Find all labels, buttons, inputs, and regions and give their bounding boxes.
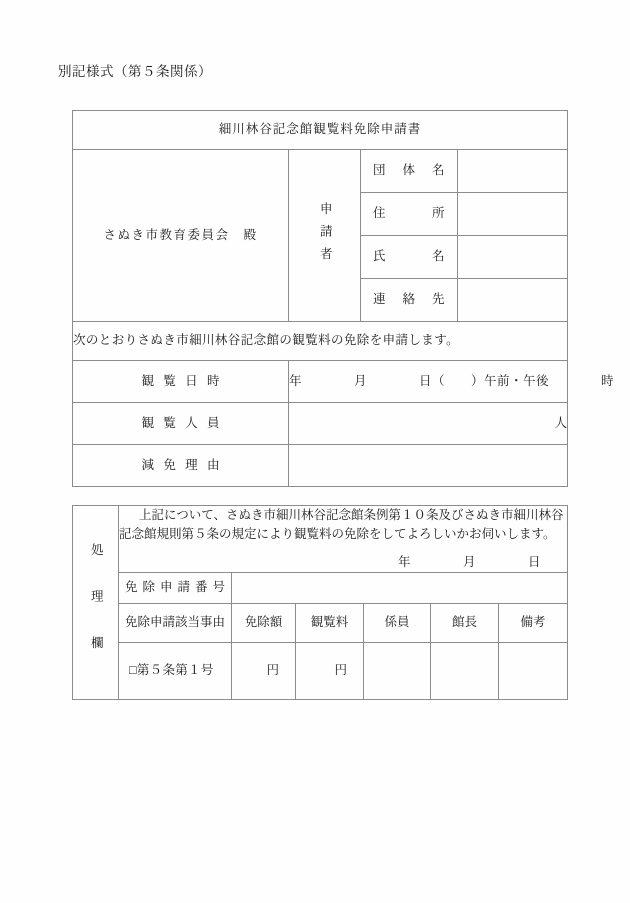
table-row	[73, 322, 568, 361]
exemption-number-value[interactable]	[232, 573, 568, 604]
field-value-address[interactable]	[458, 193, 568, 236]
column-header-director: 館長	[431, 604, 499, 643]
table-row	[73, 643, 568, 700]
application-table	[72, 110, 615, 487]
table-row	[73, 445, 568, 487]
field-value-group-name[interactable]	[458, 150, 568, 193]
table-row	[73, 573, 568, 604]
label-text: 観覧人員	[141, 415, 220, 430]
cell-remarks[interactable]	[499, 643, 568, 700]
application-statement: 次のとおりさぬき市細川林谷記念館の観覧料の免除を申請します。	[73, 322, 568, 361]
field-label-group-name	[361, 150, 458, 193]
column-header-admission-fee: 観覧料	[296, 604, 364, 643]
label-text: 団体名	[373, 163, 445, 178]
column-header-exempt-amount: 免除額	[232, 604, 296, 643]
table-row	[73, 604, 568, 643]
row-value-exemption-reason[interactable]	[289, 445, 568, 487]
cell-admission-fee[interactable]: 円	[296, 643, 364, 700]
column-header-staff: 係員	[364, 604, 431, 643]
cell-director[interactable]	[431, 643, 499, 700]
exemption-number-label	[119, 573, 232, 604]
row-label-visit-datetime	[73, 361, 289, 403]
label-text: 減免理由	[141, 457, 220, 472]
table-row	[73, 361, 568, 403]
label-text: 観覧日時	[141, 373, 220, 388]
cell-staff[interactable]	[364, 643, 431, 700]
form-heading: 別記様式（第５条関係）	[58, 64, 212, 79]
label-text: 住所	[373, 206, 445, 221]
addressee-label: さぬき市教育委員会 殿	[73, 150, 289, 322]
row-label-exemption-reason	[73, 445, 289, 487]
label-text: 連絡先	[373, 292, 445, 307]
processing-table	[72, 505, 568, 700]
processing-notice-cell	[119, 506, 568, 573]
field-value-name[interactable]	[458, 236, 568, 279]
table-row	[73, 403, 568, 445]
column-header-reason: 免除申請該当事由	[119, 604, 232, 643]
processing-vertical-label	[73, 506, 119, 700]
table-row	[73, 150, 568, 193]
field-label-name	[361, 236, 458, 279]
label-text: 免除申請番号	[125, 580, 225, 595]
table-row	[73, 111, 568, 150]
applicant-vertical-text: 申請者	[318, 201, 333, 270]
processing-notice-date[interactable]: 年 月 日	[398, 554, 542, 569]
field-value-contact[interactable]	[458, 279, 568, 322]
table-row	[73, 506, 568, 573]
field-label-contact	[361, 279, 458, 322]
processing-notice-body: 上記について、さぬき市細川林谷記念館条例第１０条及びさぬき市細川林谷記念館規則第５条の規定により観覧料の免除をしてよろしいかお伺いします。	[119, 508, 564, 542]
label-text: 氏名	[373, 249, 445, 264]
row-label-visitor-count	[73, 403, 289, 445]
row-value-visit-datetime[interactable]: 年 月 日（ ）午前・午後 時	[289, 361, 568, 403]
cell-reason[interactable]: □第５条第１号	[119, 643, 232, 700]
applicant-vertical-label	[289, 150, 361, 322]
form-title: 細川林谷記念館観覧料免除申請書	[73, 111, 568, 150]
row-value-visitor-count[interactable]: 人	[289, 403, 568, 445]
processing-vertical-text: 処理欄	[89, 542, 104, 683]
field-label-address	[361, 193, 458, 236]
column-header-remarks: 備考	[499, 604, 568, 643]
cell-exempt-amount[interactable]: 円	[232, 643, 296, 700]
